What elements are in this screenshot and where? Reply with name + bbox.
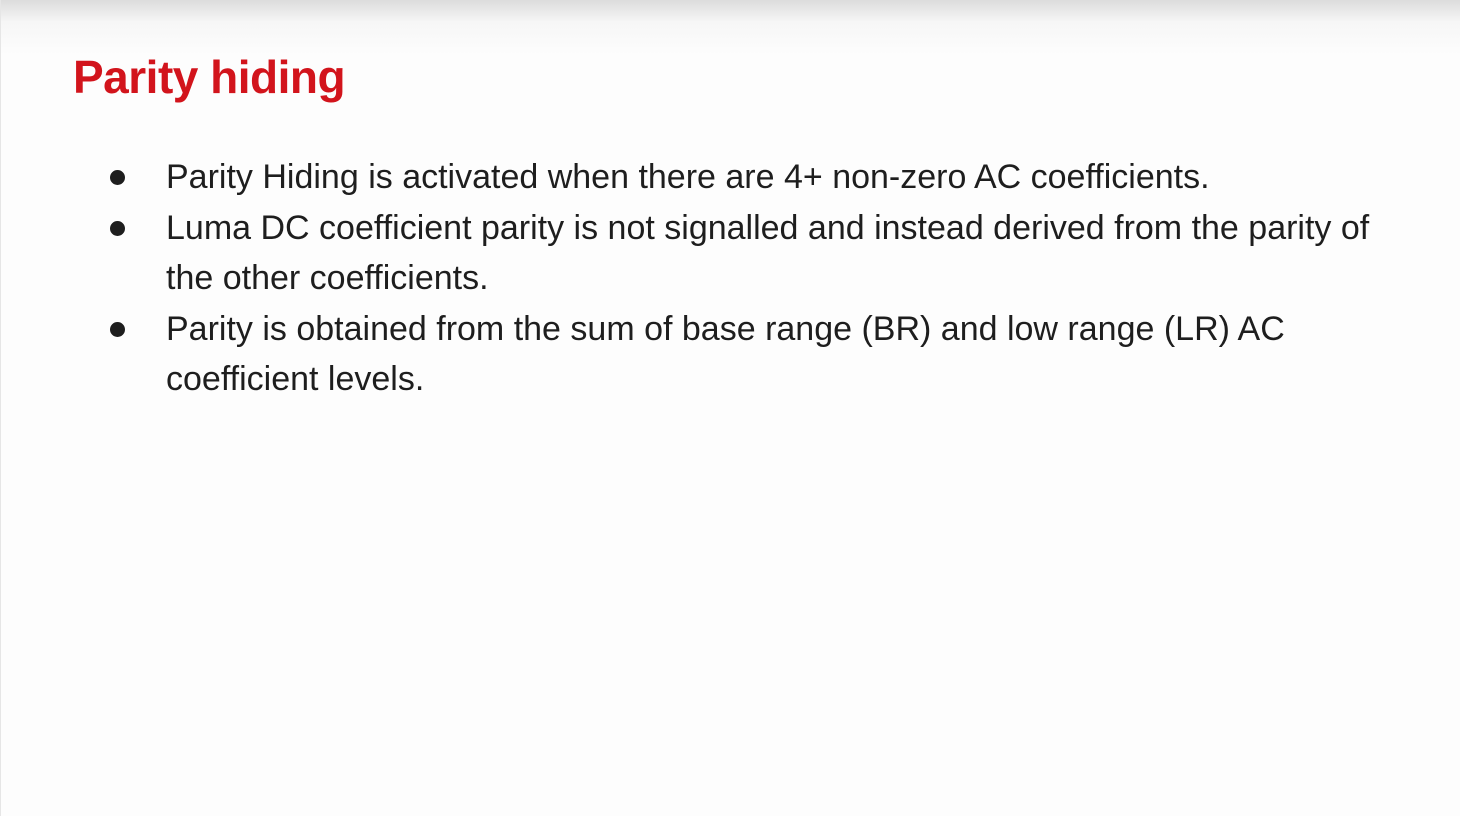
bullet-dot-icon: [110, 221, 125, 236]
bullet-list: [1, 152, 1401, 405]
slide-title: Parity hiding: [73, 51, 346, 103]
bullet-dot-icon: [110, 322, 125, 337]
bullet-item: [1, 203, 1401, 304]
bullet-item: [1, 152, 1401, 203]
bullet-text: Parity Hiding is activated when there are 4+ non-zero AC coefficients.: [166, 158, 1210, 196]
bullet-item: [1, 304, 1401, 405]
bullet-text: Parity is obtained from the sum of base range (BR) and low range (LR) AC coefficient levels.: [166, 309, 1285, 398]
bullet-text: Luma DC coefficient parity is not signalled and instead derived from the parity of the other coefficients.: [166, 208, 1370, 297]
bullet-dot-icon: [110, 170, 125, 185]
